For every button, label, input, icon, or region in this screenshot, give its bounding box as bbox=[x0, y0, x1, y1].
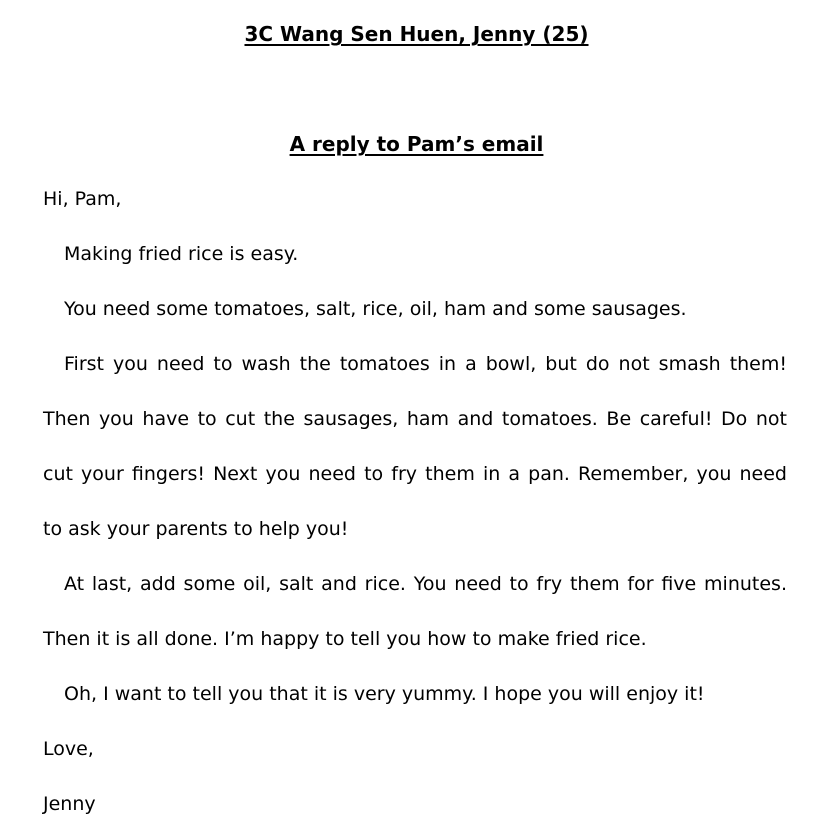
paragraph-line: Oh, I want to tell you that it is very yummy. I hope you will enjoy it! bbox=[64, 683, 705, 705]
paragraph-line: to ask your parents to help you! bbox=[43, 518, 349, 540]
closing: Love, bbox=[43, 738, 94, 760]
paragraph-line: Then it is all done. I’m happy to tell you how to make fried rice. bbox=[43, 628, 647, 650]
paragraph-line: First you need to wash the tomatoes in a bowl, but do not smash them! bbox=[64, 353, 787, 375]
document-title: A reply to Pam’s email bbox=[289, 132, 544, 156]
student-header: 3C Wang Sen Huen, Jenny (25) bbox=[244, 22, 589, 46]
paragraph-line: Making fried rice is easy. bbox=[64, 243, 299, 265]
paragraph-line: You need some tomatoes, salt, rice, oil, ham and some sausages. bbox=[64, 298, 687, 320]
greeting: Hi, Pam, bbox=[43, 188, 122, 210]
paragraph-line: At last, add some oil, salt and rice. You need to fry them for five minutes. bbox=[64, 573, 787, 595]
paragraph-line: cut your fingers! Next you need to fry them in a pan. Remember, you need bbox=[43, 463, 787, 485]
paragraph-line: Then you have to cut the sausages, ham and tomatoes. Be careful! Do not bbox=[43, 408, 787, 430]
signature: Jenny bbox=[43, 793, 96, 815]
